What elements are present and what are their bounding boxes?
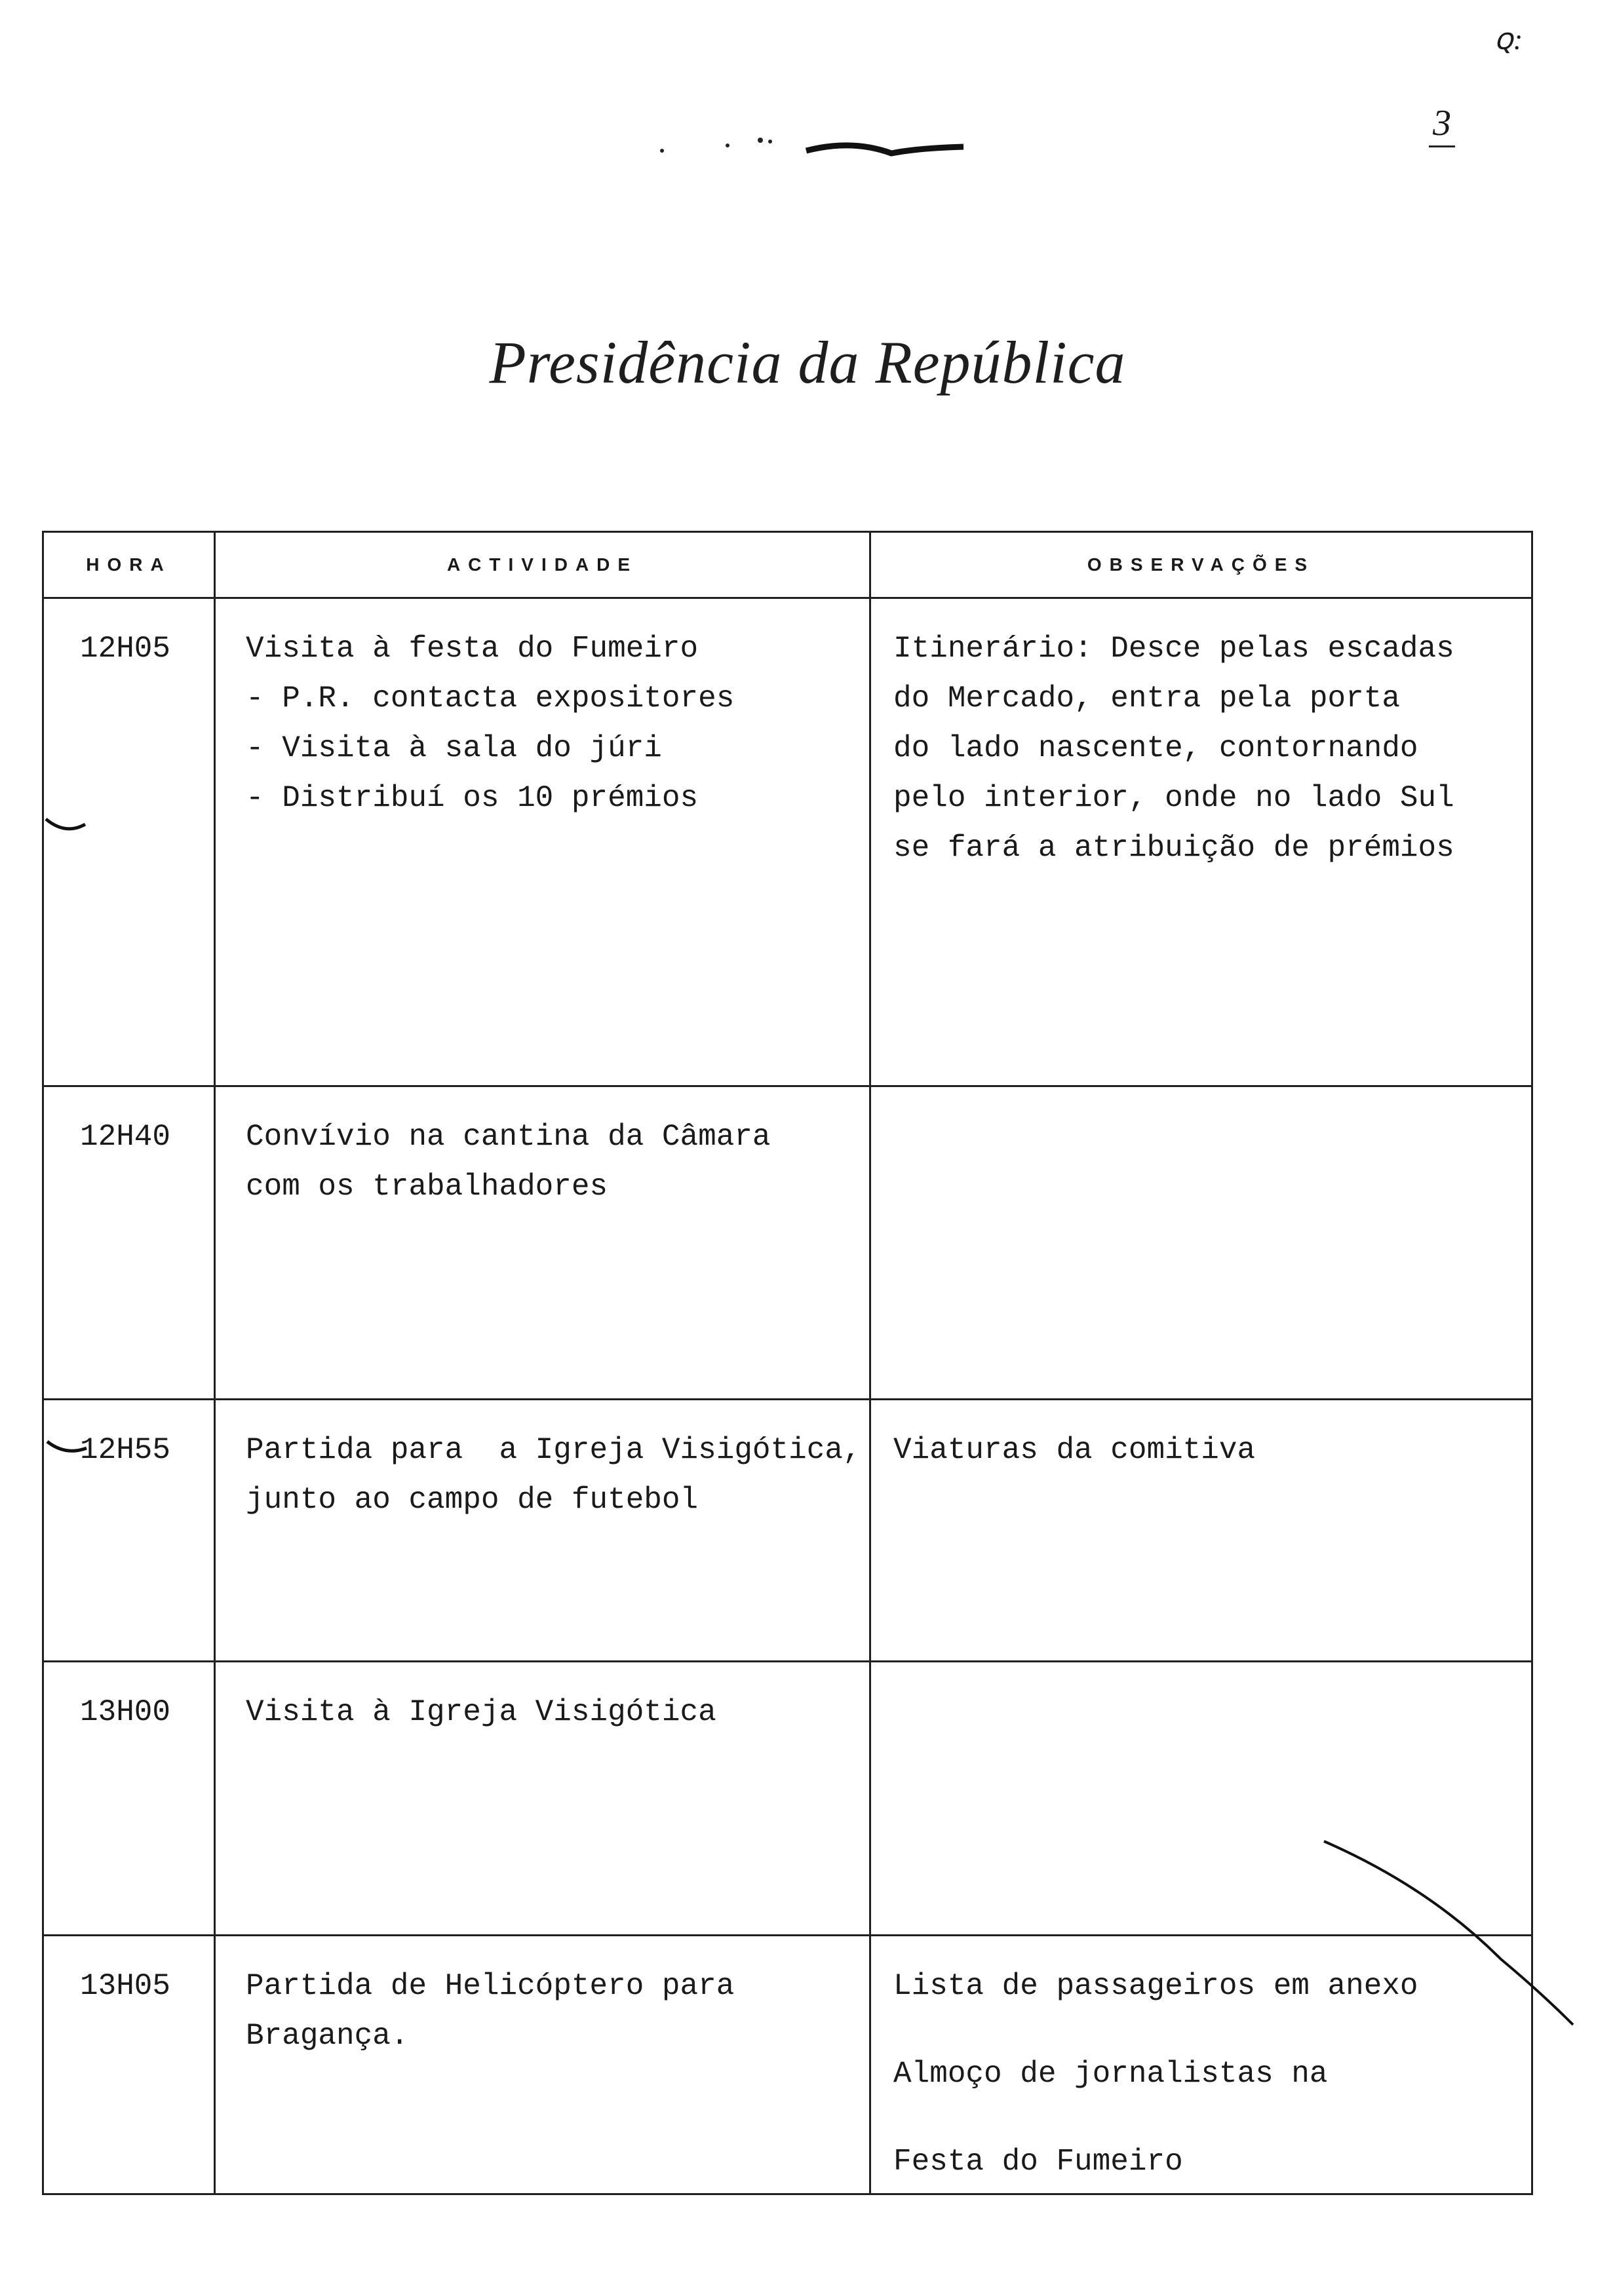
activity-line: com os trabalhadores [246, 1170, 608, 1204]
table-row [43, 1400, 1532, 1662]
observation-line: Almoço de jornalistas na [893, 2057, 1328, 2091]
activity-cell [215, 1936, 870, 2194]
activity-line: Bragança. [246, 2019, 409, 2053]
observation-line: Lista de passageiros em anexo [893, 1969, 1418, 2003]
activity-line: - Visita à sala do júri [246, 731, 662, 765]
time-cell: 13H05 [43, 1936, 215, 2194]
activity-line: - P.R. contacta expositores [246, 681, 735, 716]
table-row [43, 598, 1532, 1086]
time-cell: 13H00 [43, 1662, 215, 1936]
activity-cell [215, 598, 870, 1086]
table-row [43, 1086, 1532, 1400]
corner-mark: ꞯ : [1494, 24, 1521, 56]
activity-cell [215, 1086, 870, 1400]
table-header-row [43, 532, 1532, 598]
ink-smudge [655, 131, 996, 170]
observation-line: Viaturas da comitiva [893, 1433, 1256, 1467]
observation-line: Festa do Fumeiro [893, 2145, 1183, 2179]
observation-cell [870, 598, 1532, 1086]
letterhead-title: Presidência da República [489, 329, 1126, 396]
activity-cell [215, 1662, 870, 1936]
observation-line: do lado nascente, contornando [893, 731, 1418, 765]
header-actividade: ACTIVIDADE [215, 532, 870, 598]
activity-line: junto ao campo de futebol [246, 1483, 699, 1517]
activity-line: Partida de Helicóptero para [246, 1969, 735, 2003]
header-observacoes: OBSERVAÇÕES [870, 532, 1532, 598]
table-row [43, 1662, 1532, 1936]
observation-line: Itinerário: Desce pelas escadas [893, 632, 1454, 666]
time-cell: 12H55 [43, 1400, 215, 1662]
activity-line: Convívio na cantina da Câmara [246, 1120, 771, 1154]
schedule-table [42, 531, 1533, 2195]
observation-cell [870, 1662, 1532, 1936]
activity-line: Partida para a Igreja Visigótica, [246, 1433, 861, 1467]
time-cell: 12H05 [43, 598, 215, 1086]
activity-line: Visita à festa do Fumeiro [246, 632, 699, 666]
time-cell: 12H40 [43, 1086, 215, 1400]
observation-line: se fará a atribuição de prémios [893, 831, 1454, 865]
observation-cell [870, 1936, 1532, 2194]
observation-line: do Mercado, entra pela porta [893, 681, 1400, 716]
page-number: 3 [1429, 105, 1455, 147]
activity-cell [215, 1400, 870, 1662]
header-hora: HORA [43, 532, 215, 598]
table-row [43, 1936, 1532, 2194]
activity-line: - Distribuí os 10 prémios [246, 781, 699, 815]
activity-line: Visita à Igreja Visigótica [246, 1695, 716, 1729]
observation-cell [870, 1086, 1532, 1400]
observation-cell [870, 1400, 1532, 1662]
observation-line: pelo interior, onde no lado Sul [893, 781, 1454, 815]
